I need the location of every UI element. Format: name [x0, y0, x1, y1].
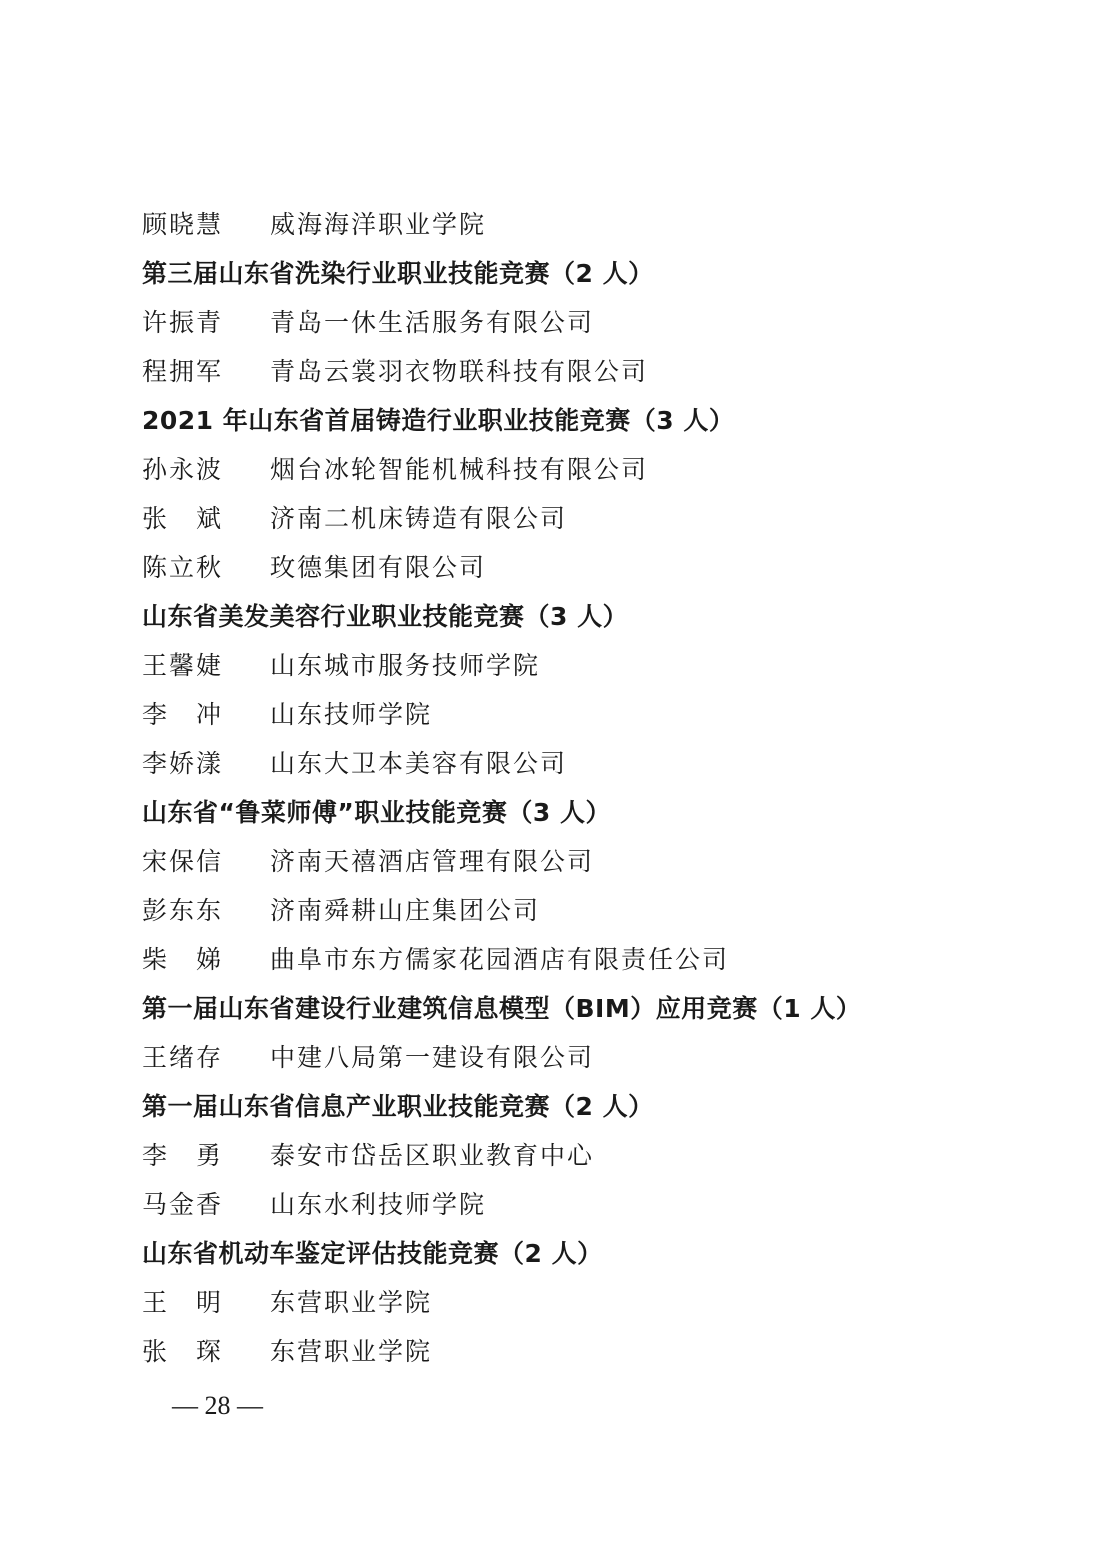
awardee-row — [142, 200, 1022, 249]
awardee-organization: 东营职业学院 — [270, 1337, 433, 1366]
awardee-row — [142, 494, 1022, 543]
awardee-row — [142, 1327, 1022, 1376]
awardee-name: 张 琛 — [142, 1337, 224, 1366]
awardee-name: 王绪存 — [142, 1043, 224, 1072]
awardee-row — [142, 739, 1022, 788]
awardee-organization: 山东城市服务技师学院 — [270, 651, 541, 680]
awardee-name: 柴 娣 — [142, 945, 224, 974]
awardee-organization: 威海海洋职业学院 — [270, 210, 487, 239]
awardee-organization: 烟台冰轮智能机械科技有限公司 — [270, 455, 649, 484]
awardee-organization: 青岛一休生活服务有限公司 — [270, 308, 595, 337]
awardee-row — [142, 935, 1022, 984]
awardee-row — [142, 690, 1022, 739]
awardee-name: 许振青 — [142, 308, 224, 337]
awardee-organization: 济南二机床铸造有限公司 — [270, 504, 568, 533]
competition-heading: 第一届山东省建设行业建筑信息模型（BIM）应用竞赛（1 人） — [142, 994, 862, 1023]
awardee-row — [142, 347, 1022, 396]
awardee-row — [142, 1131, 1022, 1180]
awardee-row — [142, 298, 1022, 347]
awardee-name: 彭东东 — [142, 896, 224, 925]
awardee-row — [142, 1180, 1022, 1229]
awardee-name: 李娇漾 — [142, 749, 224, 778]
awardee-organization: 东营职业学院 — [270, 1288, 433, 1317]
awardee-organization: 山东水利技师学院 — [270, 1190, 487, 1219]
competition-heading: 第一届山东省信息产业职业技能竞赛（2 人） — [142, 1092, 654, 1121]
awardee-name: 孙永波 — [142, 455, 224, 484]
awardee-organization: 玫德集团有限公司 — [270, 553, 487, 582]
awardee-name: 程拥军 — [142, 357, 224, 386]
awardee-row — [142, 543, 1022, 592]
awardee-name: 李 冲 — [142, 700, 224, 729]
awardee-organization: 山东大卫本美容有限公司 — [270, 749, 568, 778]
competition-heading: 山东省美发美容行业职业技能竞赛（3 人） — [142, 602, 629, 631]
awardee-organization: 泰安市岱岳区职业教育中心 — [270, 1141, 595, 1170]
awardee-row — [142, 886, 1022, 935]
awardee-name: 王馨婕 — [142, 651, 224, 680]
awardee-row — [142, 641, 1022, 690]
awardee-row — [142, 1033, 1022, 1082]
awardee-organization: 济南天禧酒店管理有限公司 — [270, 847, 595, 876]
awardee-organization: 山东技师学院 — [270, 700, 433, 729]
competition-heading: 第三届山东省洗染行业职业技能竞赛（2 人） — [142, 259, 654, 288]
awardee-name: 王 明 — [142, 1288, 224, 1317]
awardee-name: 陈立秋 — [142, 553, 224, 582]
competition-heading: 山东省机动车鉴定评估技能竞赛（2 人） — [142, 1239, 603, 1268]
competition-heading: 2021 年山东省首届铸造行业职业技能竞赛（3 人） — [142, 406, 735, 435]
awardee-organization: 济南舜耕山庄集团公司 — [270, 896, 541, 925]
awardee-name: 张 斌 — [142, 504, 224, 533]
awardee-row — [142, 445, 1022, 494]
awardee-row — [142, 837, 1022, 886]
document-body — [142, 200, 1022, 1376]
awardee-name: 宋保信 — [142, 847, 224, 876]
awardee-name: 李 勇 — [142, 1141, 224, 1170]
awardee-row — [142, 1278, 1022, 1327]
awardee-name: 顾晓慧 — [142, 210, 224, 239]
awardee-name: 马金香 — [142, 1190, 224, 1219]
awardee-organization: 中建八局第一建设有限公司 — [270, 1043, 595, 1072]
page-number: — 28 — — [172, 1391, 263, 1420]
awardee-organization: 青岛云裳羽衣物联科技有限公司 — [270, 357, 649, 386]
awardee-organization: 曲阜市东方儒家花园酒店有限责任公司 — [270, 945, 730, 974]
competition-heading: 山东省“鲁菜师傅”职业技能竞赛（3 人） — [142, 798, 611, 827]
